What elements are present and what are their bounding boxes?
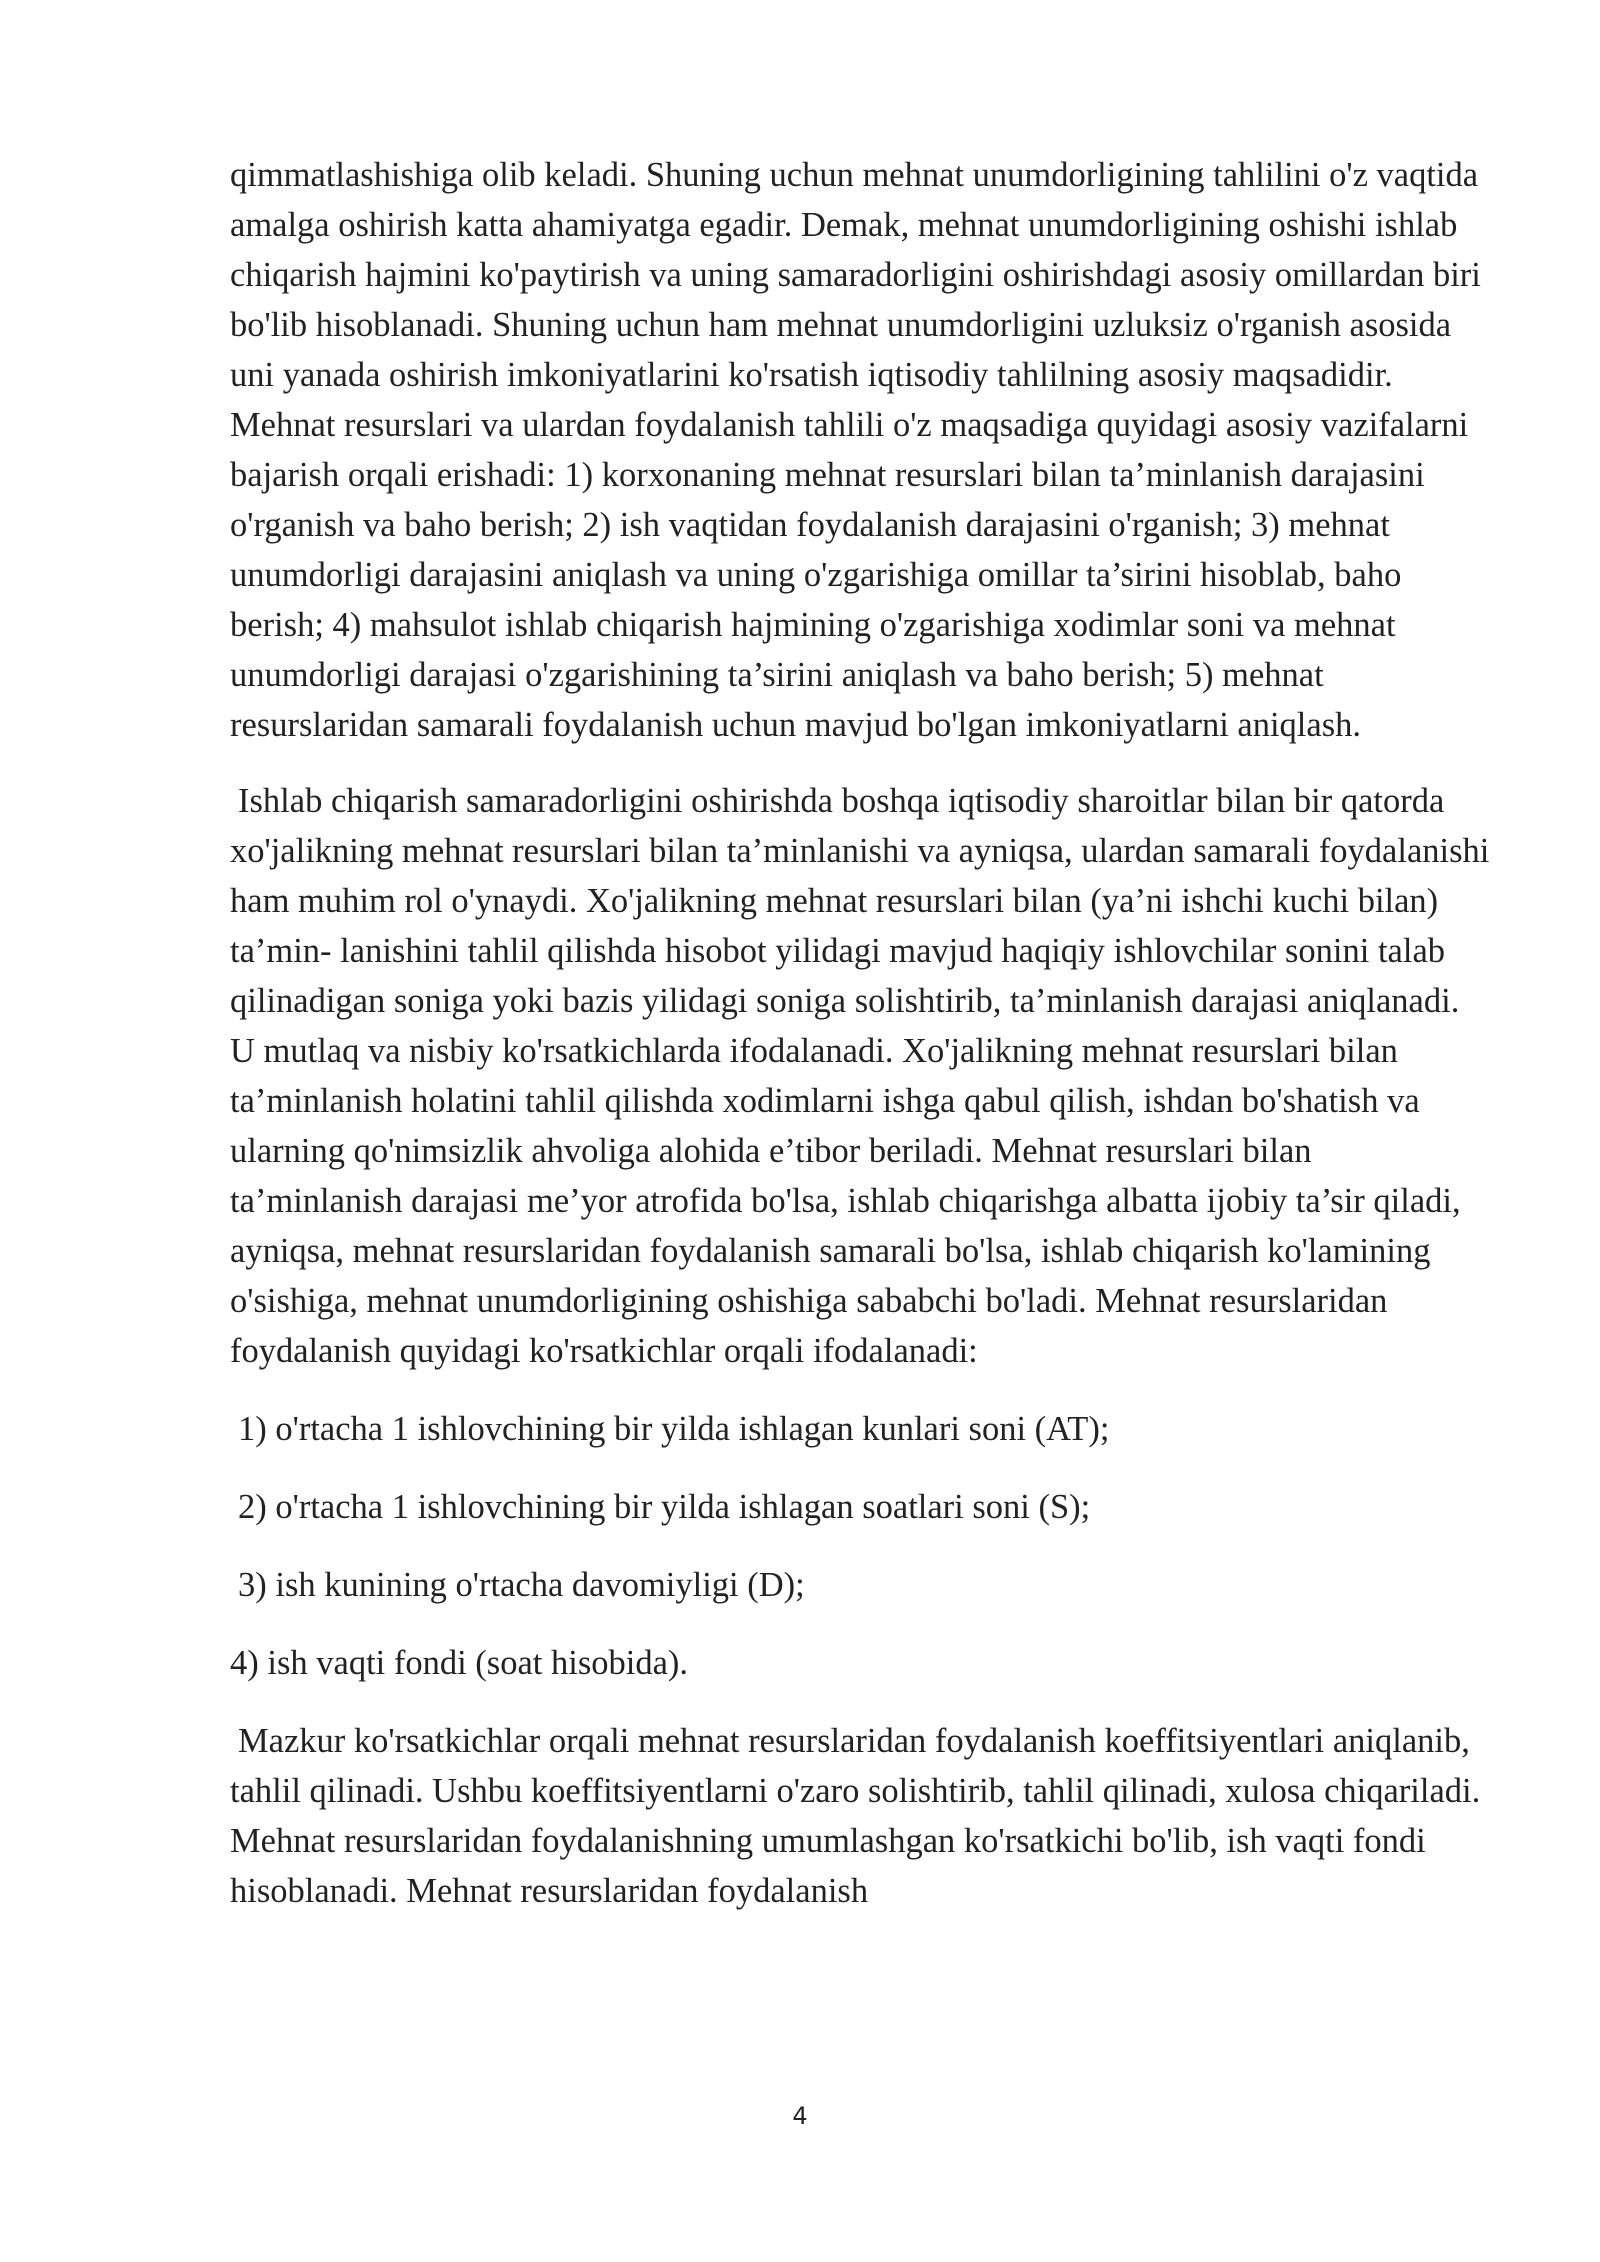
list-item-2: 2) o'rtacha 1 ishlovchining bir yilda ishlagan soatlari soni (S); xyxy=(238,1488,1091,1526)
page-number: 4 xyxy=(792,2102,808,2130)
paragraph-1: qimmatlashishiga olib keladi. Shuning uchun mehnat unumdorligining tahlilini o'z vaqtida amalga oshirish katta ahamiyatga egadir. Demak, mehnat unumdorligining oshishi ishlab chiqarish hajmini ko'paytirish va uning samaradorligini oshirishdagi asosiy omillardan biri bo'lib hisoblanadi. Shuning uchun ham mehnat unumdorligini uzluksiz o'rganish asosida uni yanada oshirish imkoniyatlarini ko'rsatish iqtisodiy tahlilning asosiy maqsadidir. Mehnat resurslari va ulardan foydalanish tahlili o'z maqsadiga quyidagi asosiy vazifalarni bajarish orqali erishadi: 1) korxonaning mehnat resurslari bilan ta’minlanish darajasini o'rganish va baho berish; 2) ish vaqtidan foydalanish darajasini o'rganish; 3) mehnat unumdorligi darajasini aniqlash va uning o'zgarishiga omillar ta’sirini hisoblab, baho berish; 4) mahsulot ishlab chiqarish hajmining o'zgarishiga xodimlar soni va mehnat unumdorligi darajasi o'zgarishining ta’sirini aniqlash va baho berish; 5) mehnat resurslaridan samarali foydalanish uchun mavjud bo'lgan imkoniyatlarni aniqlash. xyxy=(230,156,1481,744)
list-item-4: 4) ish vaqti fondi (soat hisobida). xyxy=(230,1644,689,1682)
list-item-1: 1) o'rtacha 1 ishlovchining bir yilda ishlagan kunlari soni (AT); xyxy=(238,1410,1110,1448)
paragraph-2: Ishlab chiqarish samaradorligini oshirishda boshqa iqtisodiy sharoitlar bilan bir qatorda xo'jalikning mehnat resurslari bilan ta’minlanishi va ayniqsa, ulardan samarali foydalanishi ham muhim rol o'ynaydi. Xo'jalikning mehnat resurslari bilan (ya’ni ishchi kuchi bilan) ta’min- lanishini tahlil qilishda hisobot yilidagi mavjud haqiqiy ishlovchilar sonini talab qilinadigan soniga yoki bazis yilidagi soniga solishtirib, ta’minlanish darajasi aniqlanadi. U mutlaq va nisbiy ko'rsatkichlarda ifodalanadi. Xo'jalikning mehnat resurslari bilan ta’minlanish holatini tahlil qilishda xodimlarni ishga qabul qilish, ishdan bo'shatish va ularning qo'nimsizlik ahvoliga alohida e’tibor beriladi. Mehnat resurslari bilan ta’minlanish darajasi me’yor atrofida bo'lsa, ishlab chiqarishga albatta ijobiy ta’sir qiladi, ayniqsa, mehnat resurslaridan foydalanish samarali bo'lsa, ishlab chiqarish ko'lamining o'sishiga, mehnat unumdorligining oshishiga sababchi bo'ladi. Mehnat resurslaridan foydalanish quyidagi ko'rsatkichlar orqali ifodalanadi: xyxy=(230,782,1490,1370)
list-item-3: 3) ish kunining o'rtacha davomiyligi (D); xyxy=(238,1566,805,1604)
paragraph-3: Mazkur ko'rsatkichlar orqali mehnat resurslaridan foydalanish koeffitsiyentlari aniqlanib, tahlil qilinadi. Ushbu koeffitsiyentlarni o'zaro solishtirib, tahlil qilinadi, xulosa chiqariladi. Mehnat resurslaridan foydalanishning umumlashgan ko'rsatkichi bo'lib, ish vaqti fondi hisoblanadi. Mehnat resurslaridan foydalanish xyxy=(230,1722,1481,1910)
document-page xyxy=(230,150,1490,1916)
